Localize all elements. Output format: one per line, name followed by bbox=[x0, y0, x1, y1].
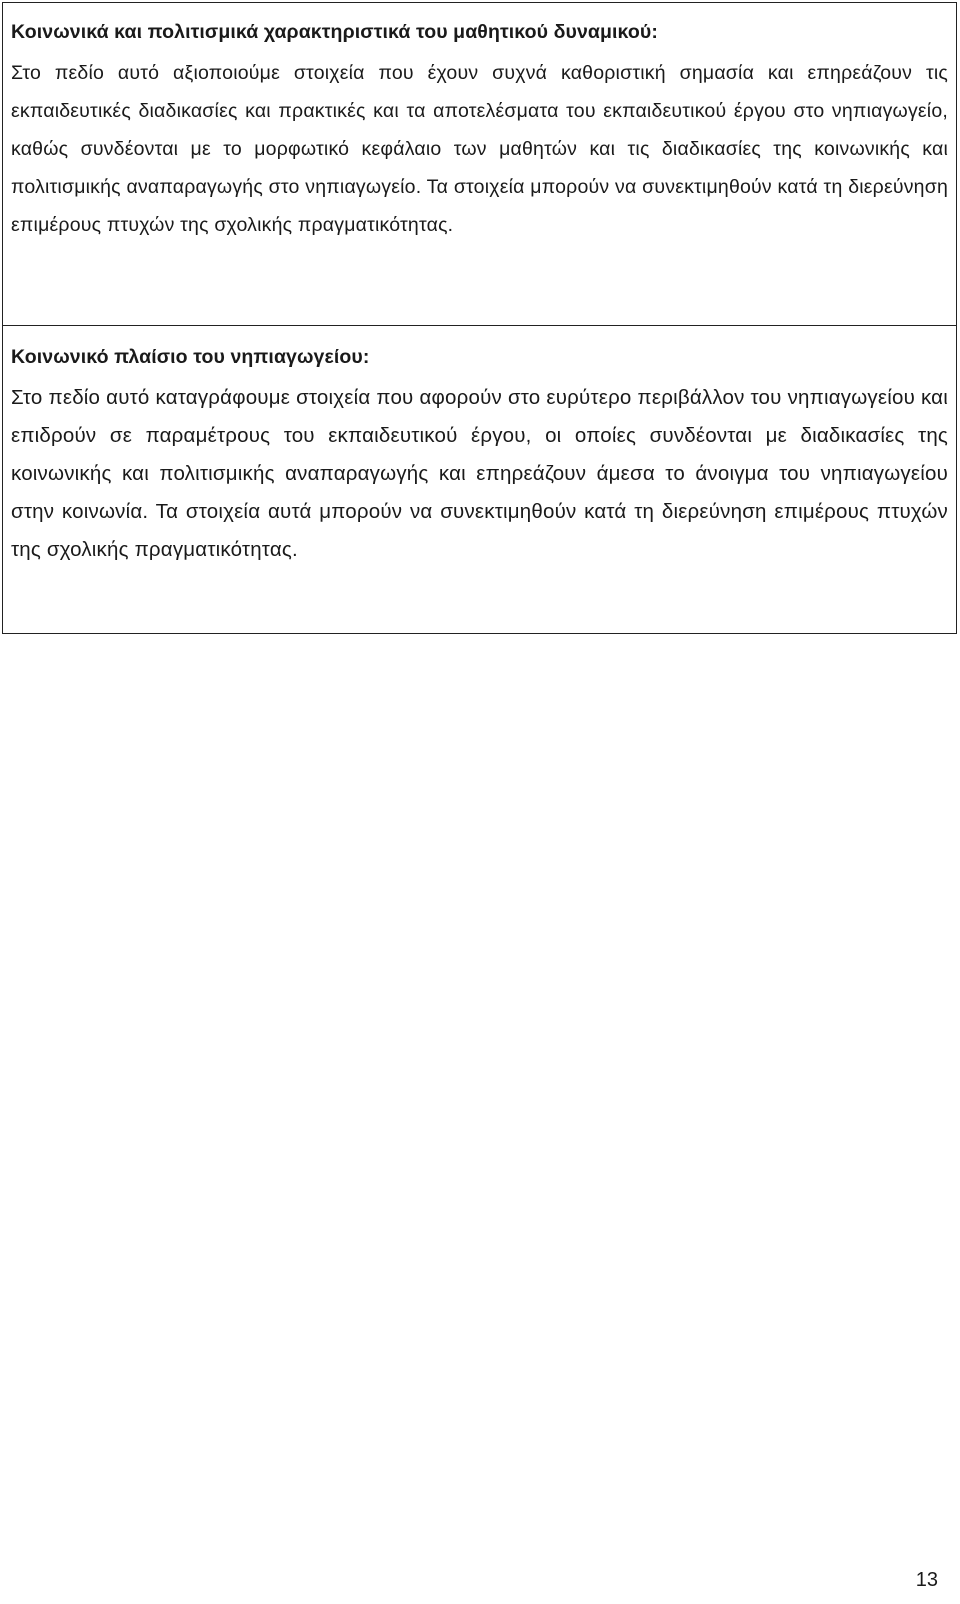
section-student-characteristics bbox=[3, 3, 956, 325]
bordered-text-table bbox=[2, 2, 957, 634]
section-social-context bbox=[3, 325, 956, 633]
section-title: Κοινωνικά και πολιτισμικά χαρακτηριστικά του μαθητικού δυναμικού: bbox=[11, 21, 658, 43]
page-number: 13 bbox=[915, 1569, 938, 1591]
section-body: Στο πεδίο αυτό αξιοποιούμε στοιχεία που έχουν συχνά καθοριστική σημασία και επηρεάζουν τις εκπαιδευτικές διαδικασίες και πρακτικές και τα αποτελέσματα του εκπαιδευτικού έργου στο νηπιαγωγείο, καθώς συνδέονται με το μορφωτικό κεφάλαιο των μαθητών και τις διαδικασίες της κοινωνικής και πολιτισμικής αναπαραγωγής στο νηπιαγωγείο. Τα στοιχεία μπορούν να συνεκτιμηθούν κατά τη διερεύνηση επιμέρους πτυχών της σχολικής πραγματικότητας. bbox=[11, 62, 948, 236]
section-title: Κοινωνικό πλαίσιο του νηπιαγωγείου: bbox=[11, 346, 370, 368]
section-body: Στο πεδίο αυτό καταγράφουμε στοιχεία που αφορούν στο ευρύτερο περιβάλλον του νηπιαγωγείου και επιδρούν σε παραμέτρους του εκπαιδευτικού έργου, οι οποίες συνδέονται με διαδικασίες της κοινωνικής και πολιτισμικής αναπαραγωγής και επηρεάζουν άμεσα το άνοιγμα του νηπιαγωγείου στην κοινωνία. Τα στοιχεία αυτά μπορούν να συνεκτιμηθούν κατά τη διερεύνηση επιμέρους πτυχών της σχολικής πραγματικότητας. bbox=[11, 386, 948, 561]
